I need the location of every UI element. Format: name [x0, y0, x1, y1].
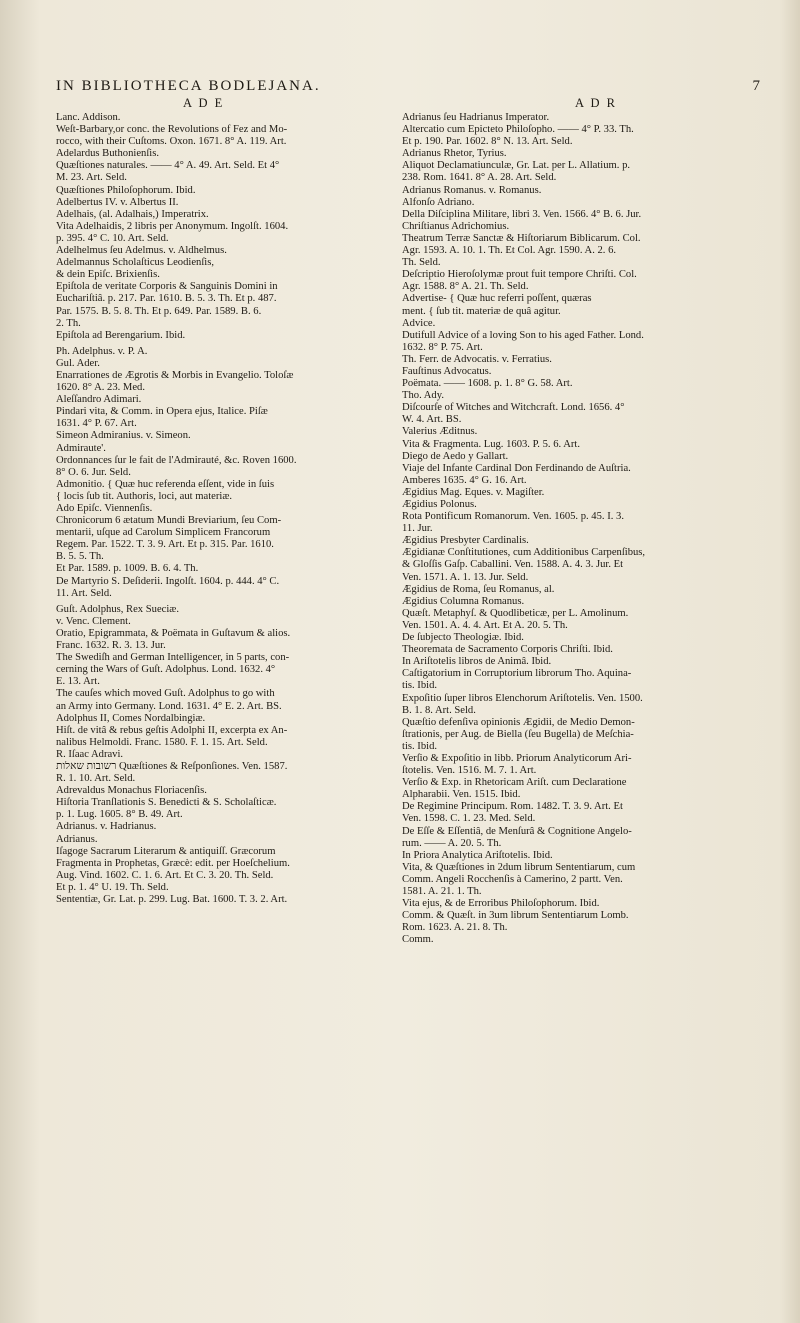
catalog-line: Adelhelmus ſeu Adelmus. v. Aldhelmus. — [56, 245, 227, 257]
catalog-line: Caſtigatorium in Corruptorium librorum Tho. Aquina- — [402, 668, 632, 680]
catalog-line: Aleſſandro Adimari. — [56, 394, 142, 406]
catalog-line: Gul. Ader. — [56, 357, 100, 369]
catalog-line: & Gloſſis Gaſp. Caballini. Ven. 1588. A. 4. 3. Jur. Et — [402, 559, 624, 571]
catalog-line: In Ariſtotelis libros de Animâ. Ibid. — [402, 656, 552, 668]
catalog-line: Sententiæ, Gr. Lat. p. 299. Lug. Bat. 1600. T. 3. 2. Art. — [56, 894, 288, 905]
catalog-line: The cauſes which moved Guſt. Adolphus to go with — [56, 688, 275, 700]
catalog-line: Comm. Angeli Rocchenſis à Camerino, 2 partt. Ven. — [402, 873, 623, 885]
catalog-line: Et p. 190. Par. 1602. 8° N. 13. Art. Seld. — [402, 136, 573, 148]
catalog-line: Admiraute'. — [56, 442, 106, 454]
catalog-line: Quæſtiones Philoſophorum. Ibid. — [56, 184, 196, 196]
catalog-line: Oratio, Epigrammata, & Poëmata in Guſtavum & alios. — [56, 627, 291, 639]
catalog-line: Adelmannus Scholaſticus Leodienſis, — [56, 257, 214, 269]
catalog-line: ment. { ſub tit. materiæ de quâ agitur. — [402, 305, 561, 317]
catalog-line: Pindari vita, & Comm. in Opera ejus, Italice. Piſæ — [56, 406, 268, 418]
catalog-line: Diſcourſe of Witches and Witchcraft. Lond. 1656. 4° — [402, 402, 625, 414]
catalog-line: Poëmata. —— 1608. p. 1. 8° G. 58. Art. — [402, 378, 573, 390]
catalog-line: Valerius Æditnus. — [402, 426, 478, 438]
catalog-line: rocco, with their Cuſtoms. Oxon. 1671. 8° A. 119. Art. — [56, 136, 287, 148]
catalog-line: Comm. & Quæſt. in 3um librum Sententiarum Lomb. — [402, 910, 629, 922]
catalog-line: Ven. 1598. C. 1. 23. Med. Seld. — [402, 813, 536, 825]
catalog-line: p. 395. 4° C. 10. Art. Seld. — [56, 232, 169, 244]
catalog-line: Th. Seld. — [402, 257, 441, 269]
running-header — [56, 78, 760, 95]
catalog-line: ſtotelis. Ven. 1516. M. 7. 1. Art. — [402, 765, 537, 777]
catalog-line: Ven. 1501. A. 4. 4. Art. Et A. 20. 5. Th. — [402, 619, 568, 631]
right-column-heading: A D R — [575, 96, 617, 110]
catalog-line: Epiſtola de veritate Corporis & Sanguinis Domini in — [56, 281, 278, 293]
catalog-line: Vita, & Quæſtiones in 2dum librum Sententiarum, cum — [402, 861, 636, 873]
catalog-line: 1620. 8° A. 23. Med. — [56, 382, 145, 394]
catalog-line: Adelhais, (al. Adalhais,) Imperatrix. — [56, 208, 209, 220]
catalog-line: Ægidius Mag. Eques. v. Magiſter. — [402, 486, 545, 498]
catalog-line: { locis ſub tit. Authoris, loci, aut materiæ. — [56, 490, 233, 502]
catalog-line: Ph. Adelphus. v. P. A. — [56, 345, 148, 357]
catalog-line: Verſio & Exp. in Rhetoricam Ariſt. cum Declaratione — [402, 777, 627, 789]
catalog-line: Adrianus Rhetor, Tyrius. — [402, 148, 507, 160]
catalog-line: De Eſſe & Eſſentiâ, de Menſurâ & Cognitione Angelo- — [402, 825, 632, 837]
catalog-line: Franc. 1632. R. 3. 13. Jur. — [56, 640, 166, 652]
catalog-line: Dutifull Advice of a loving Son to his aged Father. Lond. — [402, 329, 644, 341]
catalog-line: Ado Epiſc. Viennenſis. — [56, 503, 153, 514]
catalog-line: 2. Th. — [56, 317, 81, 329]
catalog-line: Ordonnances ſur le fait de l'Admirauté, &c. Roven 1600. — [56, 454, 297, 466]
catalog-line: Et p. 1. 4° U. 19. Th. Seld. — [56, 881, 169, 893]
catalog-line: 1631. 4° P. 67. Art. — [56, 418, 137, 430]
catalog-line: Th. Ferr. de Advocatis. v. Ferratius. — [402, 353, 552, 365]
catalog-line: Adolphus II, Comes Nordalbingiæ. — [56, 712, 206, 724]
catalog-line: mentarii, uſque ad Carolum Simplicem Francorum — [56, 527, 271, 539]
catalog-line: rum. —— A. 20. 5. Th. — [402, 837, 502, 849]
catalog-line: B. 1. 8. Art. Seld. — [402, 704, 476, 716]
running-title: IN BIBLIOTHECA BODLEJANA. — [56, 78, 321, 94]
catalog-line: Vita Adelhaidis, 2 libris per Anonymum. Ingolſt. 1604. — [56, 220, 289, 232]
catalog-line: De ſubjecto Theologiæ. Ibid. — [402, 632, 524, 644]
catalog-line: W. 4. Art. BS. — [402, 414, 462, 426]
catalog-line: an Army into Germany. Lond. 1631. 4° E. 2. Art. BS. — [56, 700, 282, 712]
catalog-line: Chronicorum 6 ætatum Mundi Breviarium, ſeu Com- — [56, 515, 282, 527]
catalog-line: Adrianus ſeu Hadrianus Imperator. — [402, 112, 550, 123]
catalog-line: Amberes 1635. 4° G. 16. Art. — [402, 474, 527, 486]
catalog-line: ſtrationis, per Aug. de Biella (ſeu Bugella) de Meſchia- — [402, 728, 634, 740]
catalog-line: R. 1. 10. Art. Seld. — [56, 773, 136, 785]
catalog-line: Tho. Ady. — [402, 390, 444, 402]
catalog-line: Enarrationes de Ægrotis & Morbis in Evangelio. Toloſæ — [56, 369, 294, 381]
catalog-line: Ægidius de Roma, ſeu Romanus, al. — [402, 583, 555, 595]
catalog-line: 11. Art. Seld. — [56, 587, 112, 599]
catalog-line: In Priora Analytica Ariſtotelis. Ibid. — [402, 849, 553, 861]
catalog-line: Theoremata de Sacramento Corporis Chriſti. Ibid. — [402, 644, 613, 656]
catalog-line: Quæſt. Metaphyſ. & Quodlibeticæ, per L. Amolinum. — [402, 607, 629, 619]
catalog-line: Hiſtoria Tranſlationis S. Benedicti & S. Scholaſticæ. — [56, 797, 277, 809]
catalog-line: The Swediſh and German Intelligencer, in 5 parts, con- — [56, 652, 290, 664]
catalog-line: Agr. 1588. 8° A. 21. Th. Seld. — [402, 281, 529, 293]
catalog-line: Adelardus Buthonienſis. — [56, 148, 159, 160]
catalog-line: Weſt-Barbary,or conc. the Revolutions of Fez and Mo- — [56, 124, 288, 136]
catalog-line: Alpharabii. Ven. 1515. Ibid. — [402, 789, 521, 801]
catalog-line: tis. Ibid. — [402, 680, 438, 692]
catalog-line: Rom. 1623. A. 21. 8. Th. — [402, 922, 508, 934]
catalog-line: Par. 1575. B. 5. 8. Th. Et p. 649. Par. 1589. B. 6. — [56, 305, 262, 317]
catalog-line: 1632. 8° P. 75. Art. — [402, 341, 483, 353]
catalog-line: Ægidius Columna Romanus. — [402, 595, 525, 607]
catalog-line: Quæſtiones naturales. —— 4° A. 49. Art. Seld. Et 4° — [56, 160, 280, 172]
catalog-line: Vita ejus, & de Erroribus Philoſophorum. Ibid. — [402, 898, 600, 910]
left-column — [56, 112, 390, 906]
catalog-line: M. 23. Art. Seld. — [56, 172, 127, 184]
catalog-line: Ægidius Presbyter Cardinalis. — [402, 535, 529, 547]
catalog-line: Agr. 1593. A. 10. 1. Th. Et Col. Agr. 1590. A. 2. 6. — [402, 245, 617, 257]
catalog-line: Euchariſtiâ. p. 217. Par. 1610. B. 5. 3. Th. Et p. 487. — [56, 293, 277, 305]
catalog-line: R. Iſaac Adravi. — [56, 748, 124, 760]
catalog-line: p. 1. Lug. 1605. 8° B. 49. Art. — [56, 809, 183, 821]
page-number: 7 — [752, 78, 760, 94]
catalog-line: Hiſt. de vitâ & rebus geſtis Adolphi II, excerpta ex An- — [56, 724, 288, 736]
catalog-line: Deſcriptio Hieroſolymæ prout fuit tempore Chriſti. Col. — [402, 269, 637, 281]
catalog-line: Aliquot Declamatiunculæ, Gr. Lat. per L. Allatium. p. — [402, 160, 631, 172]
catalog-line: Theatrum Terræ Sanctæ & Hiſtoriarum Biblicarum. Col. — [402, 232, 641, 244]
catalog-line: Diego de Aedo y Gallart. — [402, 450, 509, 462]
catalog-line: De Regimine Principum. Rom. 1482. T. 3. 9. Art. Et — [402, 801, 623, 813]
catalog-line: Simeon Admiranius. v. Simeon. — [56, 430, 191, 442]
catalog-line: Alfonſo Adriano. — [402, 196, 475, 208]
catalog-line: Epiſtola ad Berengarium. Ibid. — [56, 329, 186, 341]
catalog-line: & dein Epiſc. Brixienſis. — [56, 269, 160, 281]
catalog-line: Advice. — [402, 317, 436, 329]
catalog-line: 11. Jur. — [402, 523, 433, 535]
catalog-line: E. 13. Art. — [56, 676, 100, 688]
catalog-line: 8° O. 6. Jur. Seld. — [56, 466, 131, 478]
catalog-line: Iſagoge Sacrarum Literarum & antiquiſſ. Græcorum — [56, 845, 276, 857]
catalog-line: Regem. Par. 1522. T. 3. 9. Art. Et p. 315. Par. 1610. — [56, 539, 274, 551]
catalog-line: 238. Rom. 1641. 8° A. 28. Art. Seld. — [402, 172, 557, 184]
catalog-line: Adrianus. — [56, 833, 98, 845]
catalog-line: Viaje del Infante Cardinal Don Ferdinando de Auſtria. — [402, 462, 631, 474]
catalog-line: Rota Pontificum Romanorum. Ven. 1605. p. 45. I. 3. — [402, 511, 624, 523]
catalog-line: Et Par. 1589. p. 1009. B. 6. 4. Th. — [56, 563, 199, 575]
right-column — [402, 112, 754, 946]
catalog-line: Vita & Fragmenta. Lug. 1603. P. 5. 6. Art. — [402, 438, 580, 450]
catalog-line: Lanc. Addison. — [56, 112, 121, 123]
catalog-line: Adrianus Romanus. v. Romanus. — [402, 184, 542, 196]
catalog-line: Fragmenta in Prophetas, Græcè: edit. per Hoeſchelium. — [56, 857, 290, 869]
catalog-line: Adelbertus IV. v. Albertus II. — [56, 196, 179, 208]
catalog-line: Ven. 1571. A. 1. 13. Jur. Seld. — [402, 571, 529, 583]
catalog-line: Expoſitio ſuper libros Elenchorum Ariſtotelis. Ven. 1500. — [402, 692, 643, 704]
catalog-line: Ægidius Polonus. — [402, 499, 477, 510]
catalog-line: Adrevaldus Monachus Floriacenſis. — [56, 785, 207, 797]
catalog-line: Della Diſciplina Militare, libri 3. Ven. 1566. 4° B. 6. Jur. — [402, 208, 642, 220]
catalog-line: Comm. — [402, 934, 434, 946]
catalog-line: Chriſtianus Adrichomius. — [402, 220, 510, 232]
catalog-line: Fauſtinus Advocatus. — [402, 365, 492, 377]
catalog-line: nalibus Helmoldi. Franc. 1580. F. 1. 15. Art. Seld. — [56, 736, 268, 748]
catalog-line: Advertise- { Quæ huc referri poſſent, quæras — [402, 293, 592, 305]
catalog-line: Admonitio. { Quæ huc referenda eſſent, vide in ſuis — [56, 478, 275, 490]
catalog-line: Aug. Vind. 1602. C. 1. 6. Art. Et C. 3. 20. Th. Seld. — [56, 869, 274, 881]
catalog-line: Adrianus. v. Hadrianus. — [56, 821, 157, 833]
catalog-line: Verſio & Expoſitio in libb. Priorum Analyticorum Ari- — [402, 752, 632, 764]
catalog-line: 1581. A. 21. 1. Th. — [402, 886, 482, 897]
catalog-line: רשובות שאלות Quæſtiones & Reſponſiones. Ven. 1587. — [56, 760, 288, 772]
catalog-line: Ægidianæ Conſtitutiones, cum Additionibus Carpenſibus, — [402, 547, 646, 559]
catalog-line: Altercatio cum Epicteto Philoſopho. —— 4° P. 33. Th. — [402, 124, 634, 136]
catalog-line: tis. Ibid. — [402, 740, 438, 752]
catalog-line: cerning the Wars of Guſt. Adolphus. Lond. 1632. 4° — [56, 664, 276, 676]
catalog-line: De Martyrio S. Deſiderii. Ingolſt. 1604. p. 444. 4° C. — [56, 575, 280, 587]
catalog-line: v. Venc. Clement. — [56, 615, 131, 627]
catalog-line: B. 5. 5. Th. — [56, 551, 104, 563]
left-column-heading: A D E — [183, 96, 225, 110]
catalog-line: Quæſtio defenſiva opinionis Ægidii, de Medio Demon- — [402, 716, 635, 728]
catalog-line: Guſt. Adolphus, Rex Sueciæ. — [56, 603, 180, 615]
